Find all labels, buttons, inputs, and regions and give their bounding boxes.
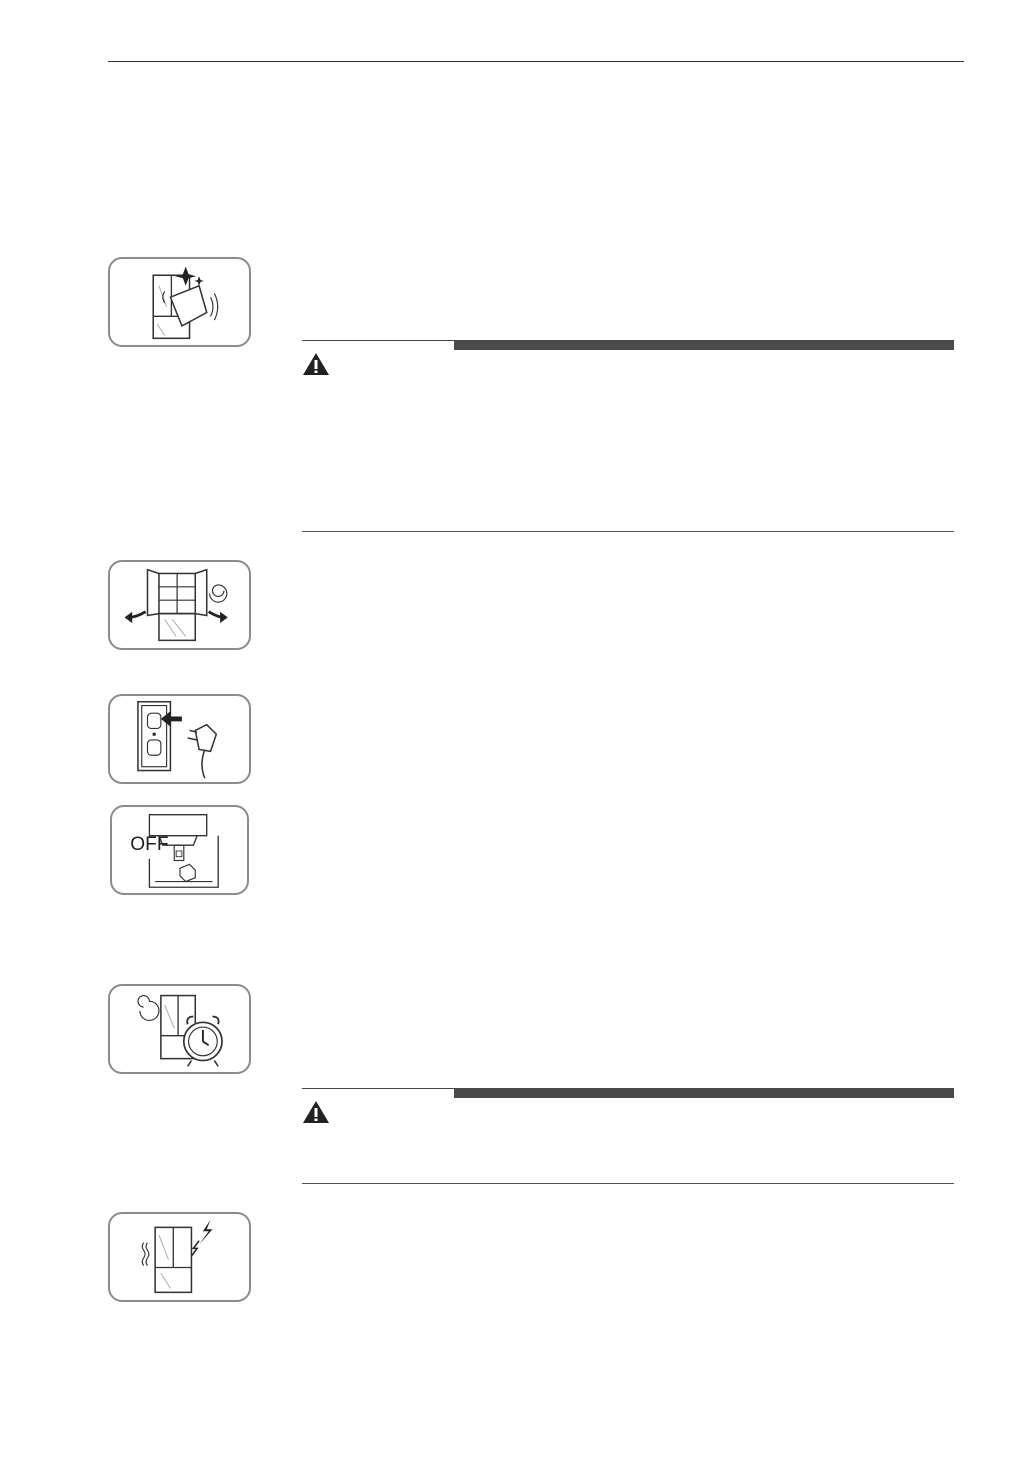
plug-outlet-icon [108, 694, 251, 784]
warning-triangle-icon [302, 352, 330, 376]
notice-bottom-rule [302, 531, 954, 532]
ice-maker-off-icon [110, 805, 249, 895]
notice-bottom-rule [302, 1183, 954, 1184]
page-top-rule [108, 61, 964, 62]
notice-header-bar [302, 1088, 954, 1100]
notice-header-bar [302, 340, 954, 352]
off-label: OFF [130, 834, 169, 855]
cleaning-cloth-icon [108, 257, 251, 347]
warning-triangle-icon [302, 1100, 330, 1124]
open-doors-icon [108, 560, 251, 650]
door-alarm-icon [108, 984, 251, 1074]
refrigerator-noise-icon [108, 1212, 251, 1302]
